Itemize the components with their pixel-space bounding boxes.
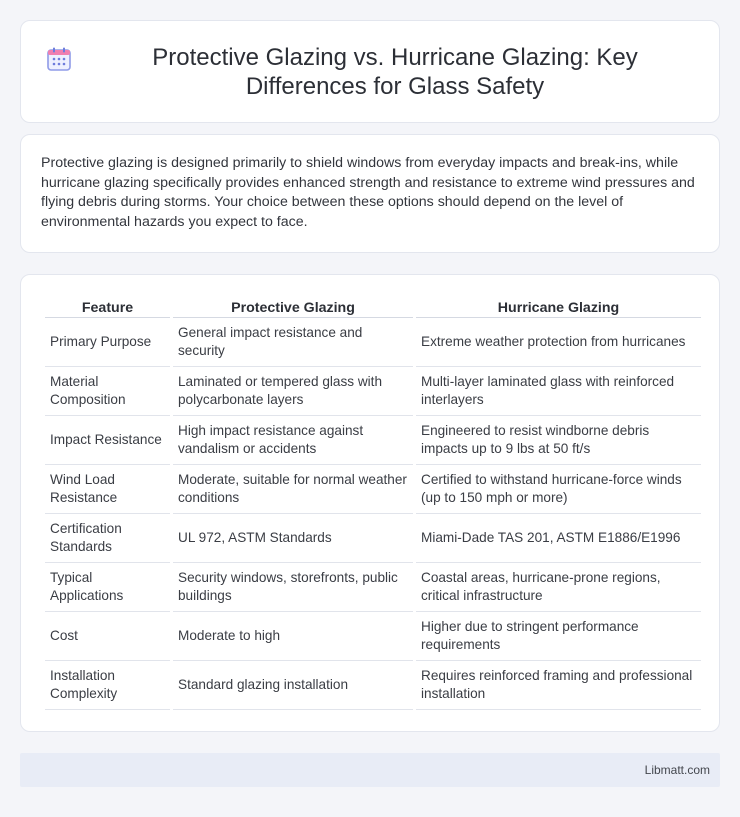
title-wrap — [21, 21, 719, 122]
intro-paragraph: Protective glazing is designed primarily to shield windows from everyday impacts and break-ins, while hurricane glazing specifically provides enhanced strength and resistance to extreme wind pressures and flying debris during storms. Your choice between these options should depend on the level of environmental hazards you expect to face. — [41, 155, 695, 230]
table-row — [45, 318, 701, 367]
hurricane-cell: Engineered to resist windborne debris impacts up to 9 lbs at 50 ft/s — [416, 416, 701, 465]
intro-card — [20, 134, 720, 253]
hurricane-cell: Multi-layer laminated glass with reinforced interlayers — [416, 367, 701, 416]
table-row — [45, 612, 701, 661]
hurricane-cell: Extreme weather protection from hurricanes — [416, 318, 701, 367]
title-card — [20, 20, 720, 123]
feature-cell: Typical Applications — [45, 563, 170, 612]
hurricane-cell: Requires reinforced framing and professional installation — [416, 661, 701, 710]
hurricane-cell: Higher due to stringent performance requirements — [416, 612, 701, 661]
feature-cell: Certification Standards — [45, 514, 170, 563]
protective-cell: Laminated or tempered glass with polycarbonate layers — [173, 367, 413, 416]
feature-cell: Material Composition — [45, 367, 170, 416]
comparison-table-card — [20, 274, 720, 732]
header-hurricane-glazing: Hurricane Glazing — [416, 296, 701, 318]
table-row — [45, 661, 701, 710]
table-row — [45, 465, 701, 514]
feature-cell: Impact Resistance — [45, 416, 170, 465]
feature-cell: Primary Purpose — [45, 318, 170, 367]
feature-cell: Cost — [45, 612, 170, 661]
feature-cell: Installation Complexity — [45, 661, 170, 710]
hurricane-cell: Miami-Dade TAS 201, ASTM E1886/E1996 — [416, 514, 701, 563]
calendar-icon — [45, 45, 73, 73]
header-protective-glazing: Protective Glazing — [173, 296, 413, 318]
comparison-table — [42, 296, 704, 710]
protective-cell: High impact resistance against vandalism or accidents — [173, 416, 413, 465]
feature-cell: Wind Load Resistance — [45, 465, 170, 514]
table-row — [45, 563, 701, 612]
protective-cell: Moderate to high — [173, 612, 413, 661]
page-title: Protective Glazing vs. Hurricane Glazing: Key Differences for Glass Safety — [152, 43, 638, 100]
protective-cell: General impact resistance and security — [173, 318, 413, 367]
table-row — [45, 416, 701, 465]
table-row — [45, 514, 701, 563]
hurricane-cell: Coastal areas, hurricane-prone regions, critical infrastructure — [416, 563, 701, 612]
protective-cell: Moderate, suitable for normal weather conditions — [173, 465, 413, 514]
hurricane-cell: Certified to withstand hurricane-force winds (up to 150 mph or more) — [416, 465, 701, 514]
table-header-row — [45, 296, 701, 318]
footer-site-link[interactable]: Libmatt.com — [644, 763, 710, 777]
protective-cell: Security windows, storefronts, public buildings — [173, 563, 413, 612]
header-feature: Feature — [45, 296, 170, 318]
table-row — [45, 367, 701, 416]
protective-cell: UL 972, ASTM Standards — [173, 514, 413, 563]
protective-cell: Standard glazing installation — [173, 661, 413, 710]
footer-bar — [20, 753, 720, 787]
